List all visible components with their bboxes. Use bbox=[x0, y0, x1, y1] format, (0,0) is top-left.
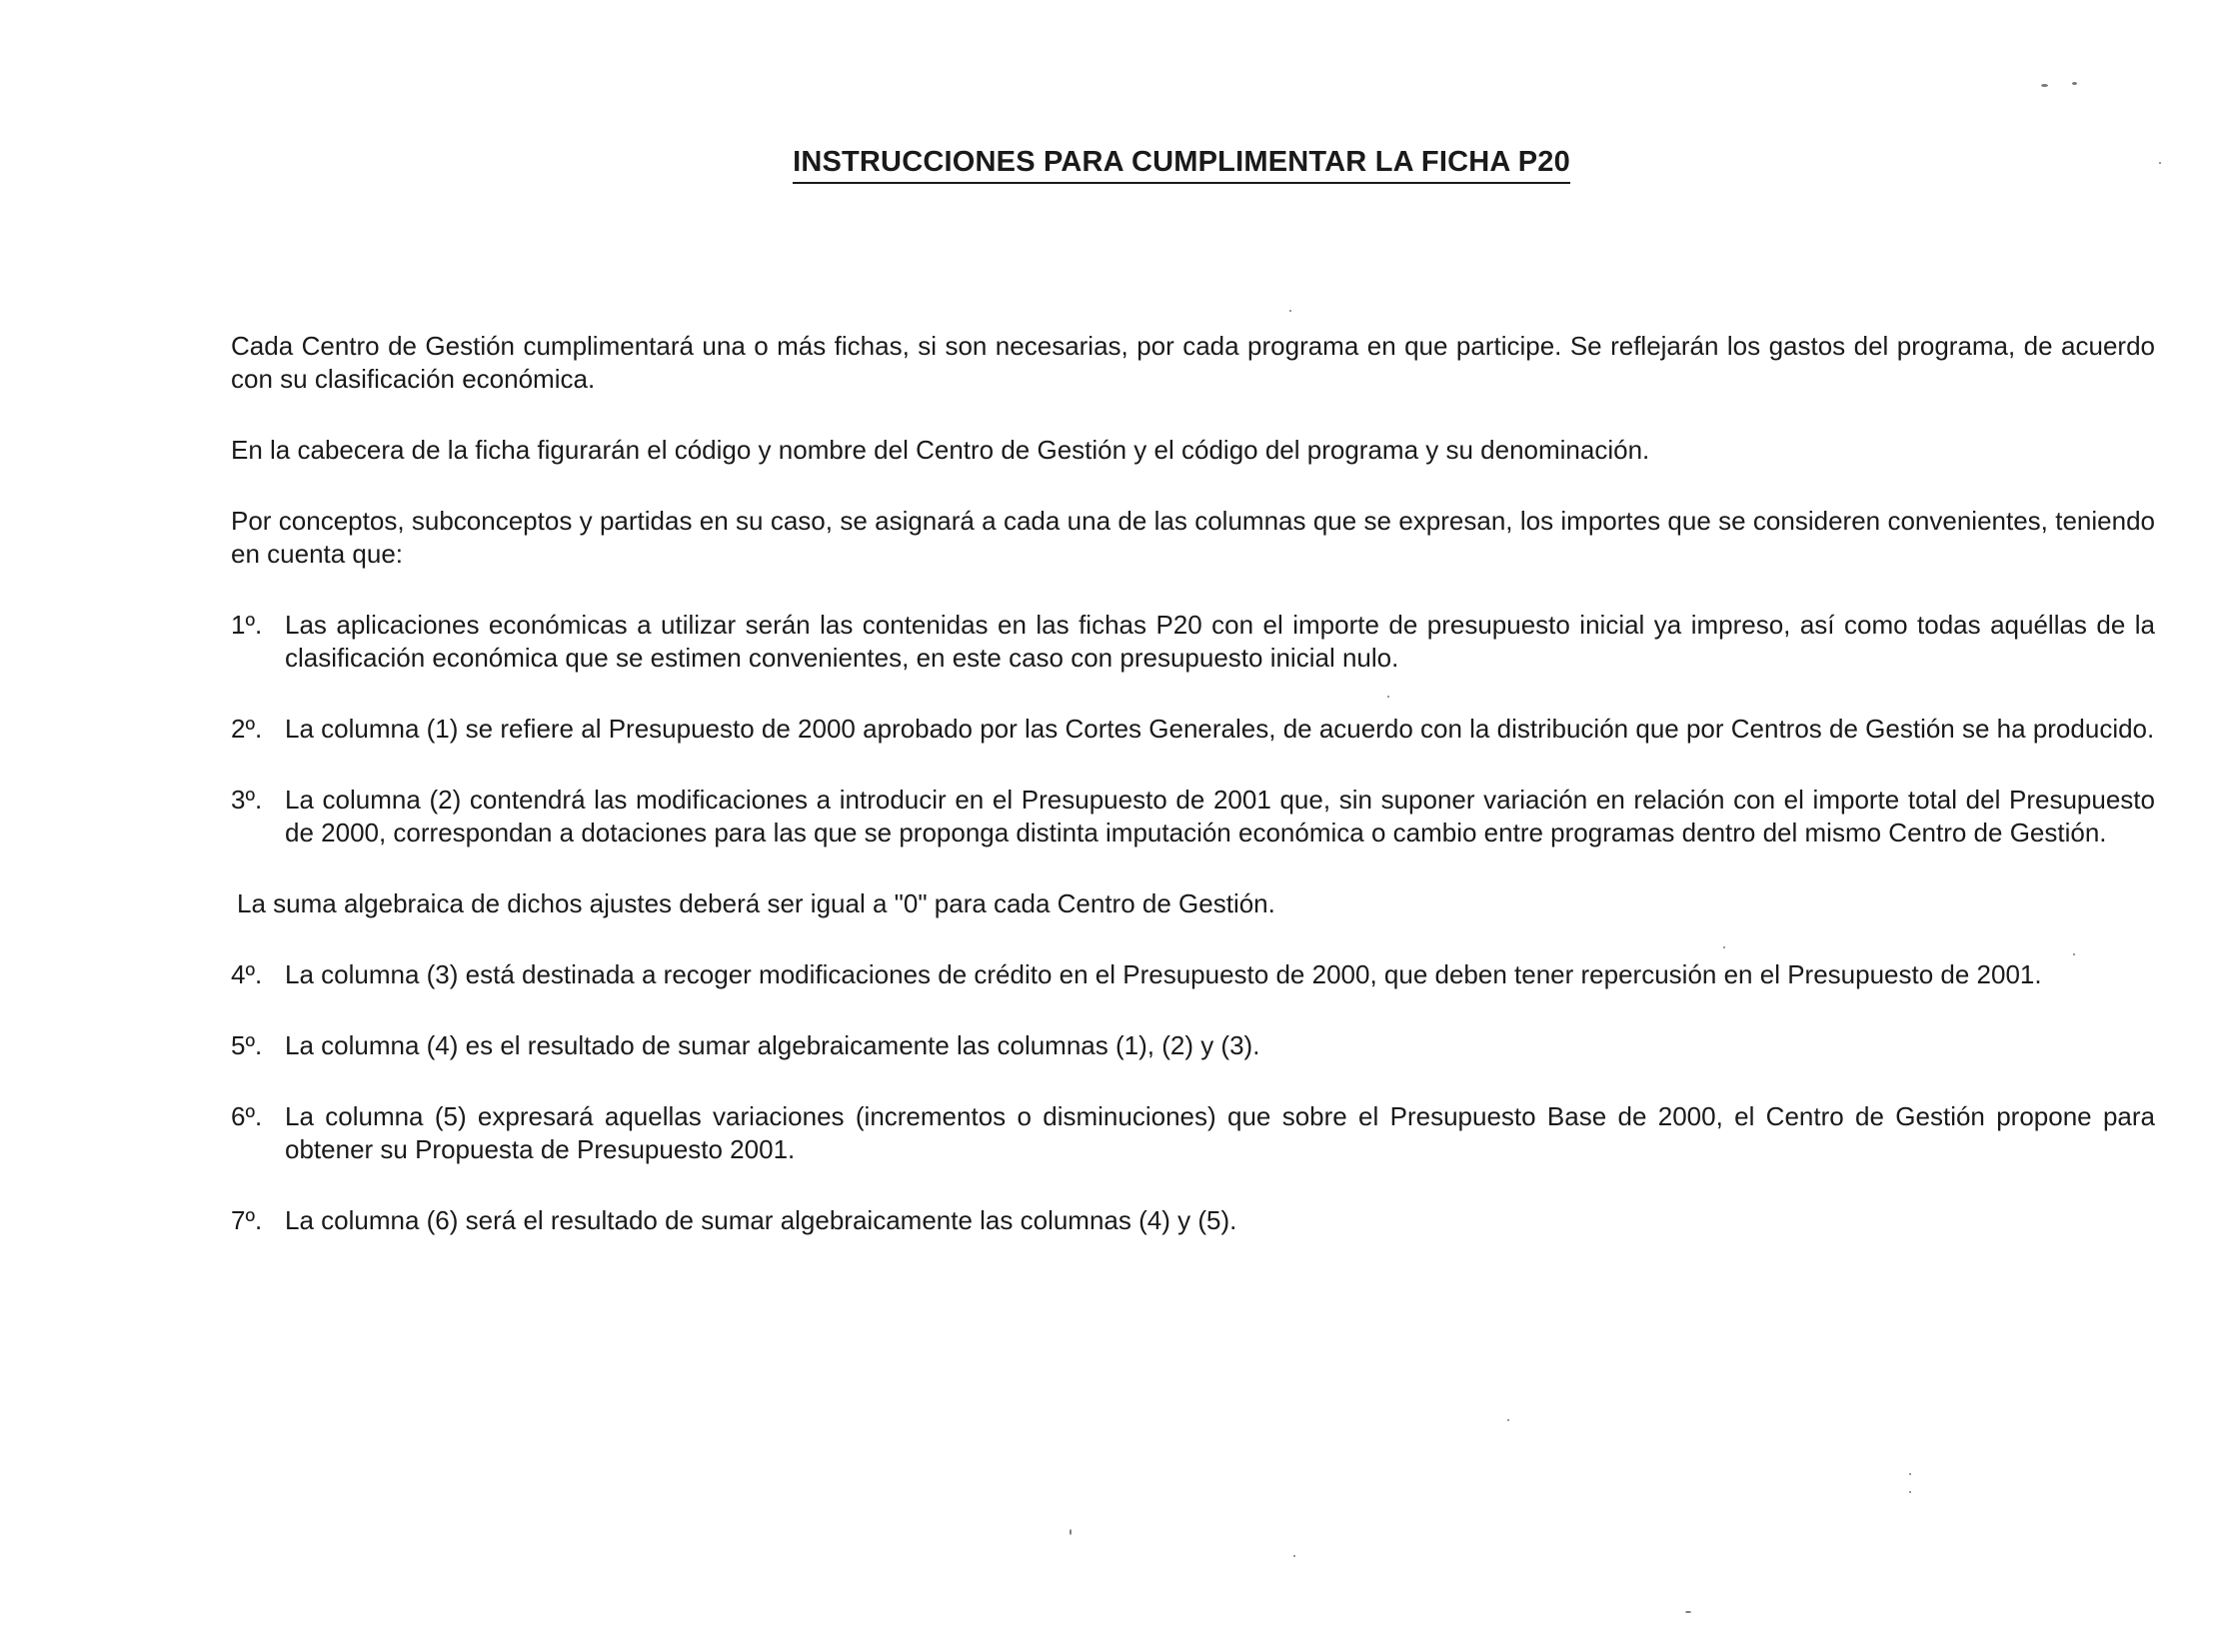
list-item-text: La columna (1) se refiere al Presupuesto de 2000 aprobado por las Cortes Generales, de acuerdo con la distribución que por Centros de Gestión se ha producido. bbox=[285, 714, 2155, 744]
scan-speck bbox=[2073, 953, 2075, 955]
list-item-number: 7º. bbox=[231, 1205, 263, 1235]
list-item-text: La columna (6) será el resultado de sumar algebraicamente las columnas (4) y (5). bbox=[285, 1205, 1237, 1235]
list-item-1 bbox=[231, 609, 2155, 675]
list-item-text: La columna (3) está destinada a recoger modificaciones de crédito en el Presupuesto de 2000, que deben tener repercusión en el Presupuesto de 2001. bbox=[285, 959, 2042, 989]
scan-speck bbox=[1685, 1611, 1691, 1613]
scan-speck bbox=[1723, 946, 1725, 948]
scan-speck bbox=[2072, 82, 2077, 85]
list-item-3 bbox=[231, 784, 2155, 849]
list-item-text: La columna (2) contendrá las modificaciones a introducir en el Presupuesto de 2001 que, sin suponer variación en relación con el importe total del Presupuesto de 2000, correspondan a dotaciones para las que se proponga distinta imputación económica o cambio entre programas dentro del mismo Centro de Gestión. bbox=[285, 785, 2155, 847]
scan-speck bbox=[1507, 1419, 1509, 1421]
document-title: INSTRUCCIONES PARA CUMPLIMENTAR LA FICHA P20 bbox=[793, 146, 1570, 184]
scan-speck bbox=[1070, 1529, 1072, 1535]
list-item-4 bbox=[231, 958, 2155, 991]
scan-speck bbox=[1909, 1473, 1911, 1475]
list-item-number: 6º. bbox=[231, 1101, 263, 1131]
list-item-text: La columna (4) es el resultado de sumar algebraicamente las columnas (1), (2) y (3). bbox=[285, 1030, 1260, 1060]
list-item-5 bbox=[231, 1029, 2155, 1062]
scan-speck bbox=[1289, 310, 1291, 312]
list-item-7 bbox=[231, 1204, 2155, 1237]
list-item-2 bbox=[231, 713, 2155, 746]
list-item-text: Las aplicaciones económicas a utilizar serán las contenidas en las fichas P20 con el importe de presupuesto inicial ya impreso, así como todas aquéllas de la clasificación económica que se estimen convenientes, en este caso con presupuesto inicial nulo. bbox=[285, 610, 2155, 673]
scan-speck bbox=[2041, 84, 2048, 87]
document-body bbox=[231, 330, 2155, 1275]
paragraph-intro: Cada Centro de Gestión cumplimentará una o más fichas, si son necesarias, por cada programa en que participe. Se reflejarán los gastos del programa, de acuerdo con su clasificación económica. bbox=[231, 331, 2155, 394]
list-item-text: La columna (5) expresará aquellas variaciones (incrementos o disminuciones) que sobre el Presupuesto Base de 2000, el Centro de Gestión propone para obtener su Propuesta de Presupuesto 2001. bbox=[285, 1101, 2155, 1164]
list-item-number: 1º. bbox=[231, 610, 263, 640]
list-item-number: 5º. bbox=[231, 1030, 263, 1060]
list-item-6 bbox=[231, 1100, 2155, 1166]
paragraph-concepts: Por conceptos, subconceptos y partidas en su caso, se asignará a cada una de las columnas que se expresan, los importes que se consideren convenientes, teniendo en cuenta que: bbox=[231, 506, 2155, 569]
paragraph-note: La suma algebraica de dichos ajustes deberá ser igual a "0" para cada Centro de Gestión. bbox=[237, 888, 1275, 918]
paragraph-header: En la cabecera de la ficha figurarán el código y nombre del Centro de Gestión y el código del programa y su denominación. bbox=[231, 435, 1650, 465]
list-item-number: 3º. bbox=[231, 785, 263, 815]
scan-speck bbox=[1387, 696, 1389, 698]
scan-speck bbox=[1293, 1555, 1295, 1557]
list-item-number: 2º. bbox=[231, 714, 263, 744]
scan-speck bbox=[1909, 1491, 1911, 1493]
document-title-container bbox=[0, 146, 2215, 184]
scan-speck bbox=[2159, 162, 2161, 164]
list-item-number: 4º. bbox=[231, 959, 263, 989]
